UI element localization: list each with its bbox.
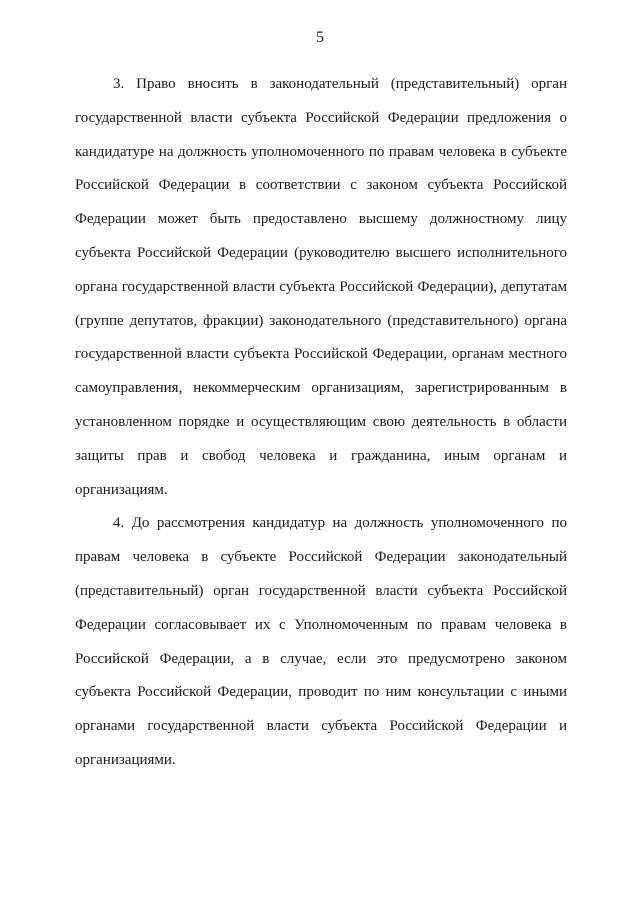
paragraph-4: 4. До рассмотрения кандидатур на должность уполномоченного по правам человека в субъекте Российской Федерации законодательный (представительный) орган государственной власти субъекта Российской Федерации согласовывает их с Уполномоченным по правам человека в Российской Федерации, а в случае, если это предусмотрено законом субъекта Российской Федерации, проводит по ним консультации с иными органами государственной власти субъекта Российской Федерации и организациями. — [75, 515, 567, 768]
paragraph-3: 3. Право вносить в законодательный (представительный) орган государственной власти субъекта Российской Федерации предложения о кандидатуре на должность уполномоченного по правам человека в субъекте Российской Федерации в соответствии с законом субъекта Российской Федерации может быть предоставлено высшему должностному лицу субъекта Российской Федерации (руководителю высшего исполнительного органа государственной власти субъекта Российской Федерации), депутатам (группе депутатов, фракции) законодательного (представительного) органа государственной власти субъекта Российской Федерации, органам местного самоуправления, некоммерческим организациям, зарегистрированным в установленном порядке и осуществляющим свою деятельность в области защиты прав и свобод человека и гражданина, иным органам и организациям. — [75, 76, 567, 498]
document-body — [75, 68, 567, 778]
page-number: 5 — [316, 29, 324, 46]
